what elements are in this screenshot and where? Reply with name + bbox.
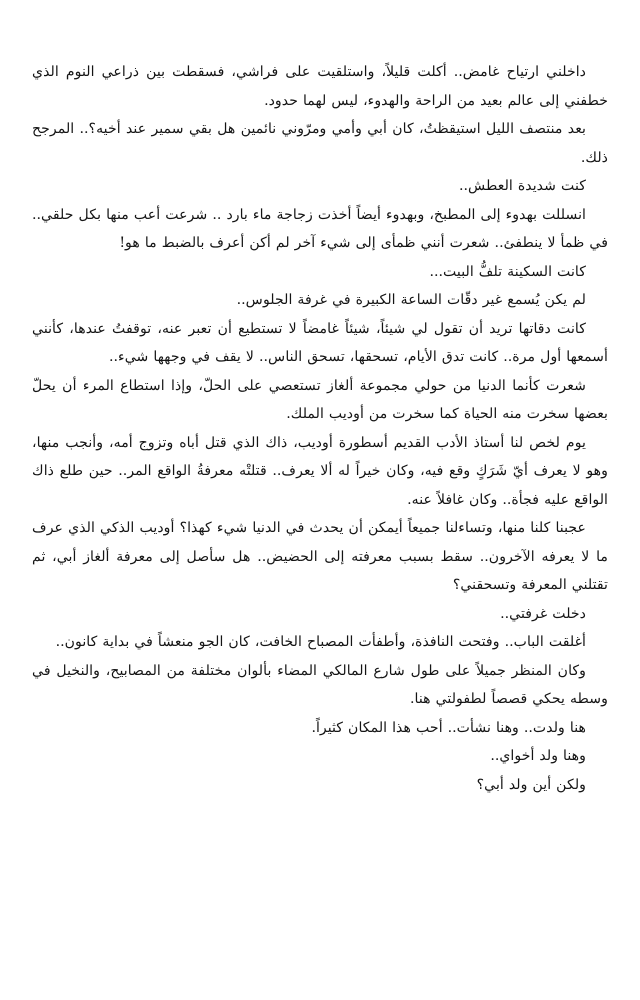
paragraph-11: دخلت غرفتي.. [500,605,586,622]
paragraph-9: يوم لخص لنا أستاذ الأدب القديم أسطورة أوديب، ذاك الذي قتل أباه وتزوج أمه، وأنجب منها، وهو لا يعرف أيّ شَرَكٍ وقع فيه، وكان خيراً له ألا يعرف.. قتلتْه معرفةُ الواقع المر.. حين طلع ذاك الواقع عليه فجأة.. وكان غافلاً عنه. [32,434,608,508]
paragraph-10: عجبنا كلنا منها، وتساءلنا جميعاً أيمكن أن يحدث في الدنيا شيء كهذا؟ أوديب الذكي الذي عرف ما لا يعرفه الآخرون.. سقط بسبب معرفته إلى الحضيض.. هل سأصل إلى معرفة ألغاز أبي، ثم تقتلني المعرفة وتسحقني؟ [32,520,608,593]
paragraph-6: لم يكن يُسمع غير دقّات الساعة الكبيرة في غرفة الجلوس.. [236,292,586,308]
paragraph-12: أغلقت الباب.. وفتحت النافذة، وأطفأت المصباح الخافت، كان الجو منعشاً في بداية كانون.. [55,634,586,650]
paragraph-14: هنا ولدت.. وهنا نشأت.. أحب هذا المكان كثيراً. [311,719,586,736]
paragraph-8: شعرت كأنما الدنيا من حولي مجموعة ألغاز تستعصي على الحلّ، وإذا استطاع المرء أن يحلّ بعضها سخرت منه الحياة كما سخرت من أوديب الملك. [32,377,608,422]
paragraph-2: بعد منتصف الليل استيقظتُ، كان أبي وأمي ومرّوني نائمين هل بقي سمير عند أخيه؟.. المرجح ذلك. [32,121,608,166]
paragraph-1: داخلني ارتياح غامض.. أكلت قليلاً، واستلقيت على فراشي، فسقطت بين ذراعي النوم الذي خطفني إلى عالم بعيد من الراحة والهدوء، ليس لهما حدود. [32,64,608,109]
paragraph-3: كنت شديدة العطش.. [458,178,586,194]
paragraph-4: انسللت بهدوء إلى المطبخ، وبهدوء أيضاً أخذت زجاجة ماء بارد .. شرعت أعب منها بكل حلقي.. في ظمأ لا ينطفئ.. شعرت أنني ظمأى إلى شيء آخر لم أكن أعرف بالضبط ما هو! [32,206,608,251]
paragraph-16: ولكن أين ولد أبي؟ [476,776,586,793]
paragraph-15: وهنا ولد أخواي.. [490,748,586,764]
paragraph-5: كانت السكينة تلفُّ البيت... [429,263,586,280]
paragraph-7: كانت دقاتها تريد أن تقول لي شيئاً، شيئاً غامضاً لا تستطيع أن تعبر عنه، توقفتُ عندها، كأنني أسمعها أول مرة.. كانت تدق الأيام، تسحقها، تسحق الناس.. لا يقف في وجهها شيء.. [32,320,608,365]
paragraph-13: وكان المنظر جميلاً على طول شارع المالكي المضاء بألوان مختلفة من المصابيح، والنخيل في وسطه يحكي قصصاً لطفولتي هنا. [32,662,608,707]
